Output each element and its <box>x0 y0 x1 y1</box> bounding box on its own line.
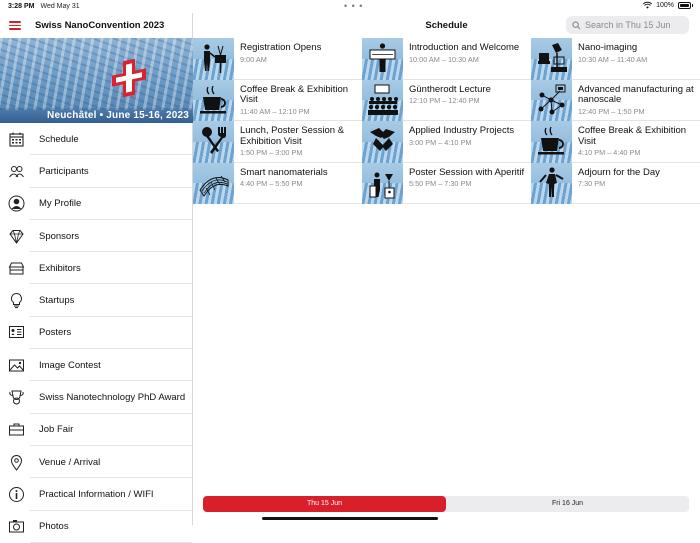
battery-percent: 100% <box>656 2 674 9</box>
session-title: Coffee Break & Exhibition Visit <box>578 125 687 147</box>
sidebar-item-label: Image Contest <box>39 359 101 371</box>
schedule-item[interactable] <box>362 38 531 80</box>
search-box[interactable] <box>566 16 689 34</box>
coffee-icon <box>531 121 572 163</box>
schedule-item[interactable] <box>193 38 362 80</box>
session-title: Poster Session with Aperitif <box>409 166 525 178</box>
booth-icon <box>8 260 25 277</box>
sidebar-item-label: Sponsors <box>39 230 80 242</box>
award-icon <box>8 389 25 406</box>
schedule-grid <box>193 38 700 204</box>
mesh-icon <box>193 163 234 205</box>
schedule-row <box>193 80 700 122</box>
session-time: 3:00 PM – 4:10 PM <box>409 137 472 147</box>
sidebar-item-label: My Profile <box>39 198 82 210</box>
calendar-icon <box>8 131 25 148</box>
schedule-item-info <box>403 163 531 205</box>
session-title: Adjourn for the Day <box>578 166 660 178</box>
sidebar-item-label: Schedule <box>39 133 79 145</box>
sidebar-item-venue-arrival[interactable] <box>0 446 192 478</box>
sidebar-item-label: Swiss Nanotechnology PhD Award <box>39 392 186 404</box>
schedule-item[interactable] <box>531 80 700 122</box>
event-banner <box>0 38 193 123</box>
schedule-item[interactable] <box>362 163 531 205</box>
person-icon <box>8 195 25 212</box>
sidebar-item-label: Photos <box>39 521 69 533</box>
session-title: Introduction and Welcome <box>409 42 520 53</box>
diamond-icon <box>8 228 25 245</box>
session-time: 4:10 PM – 4:40 PM <box>578 148 641 157</box>
banner-caption: Neuchâtel • June 15-16, 2023 <box>0 108 193 123</box>
search-icon <box>572 21 581 30</box>
session-time: 12:40 PM – 1:50 PM <box>578 106 645 116</box>
schedule-item-info <box>572 80 700 122</box>
schedule-item-info <box>234 38 362 80</box>
session-time: 9:00 AM <box>240 54 267 64</box>
session-title: Güntherodt Lecture <box>409 83 491 95</box>
photo-icon <box>8 518 25 535</box>
schedule-row <box>193 163 700 205</box>
schedule-item-info <box>403 121 531 163</box>
location-pin-icon <box>8 454 25 471</box>
sidebar-item-label: Practical Information / WIFI <box>39 488 154 500</box>
status-date: Wed May 31 <box>40 3 80 10</box>
session-title: Nano-imaging <box>578 42 638 53</box>
schedule-row <box>193 121 700 163</box>
top-bar <box>193 13 700 38</box>
wifi-icon <box>643 2 652 9</box>
sidebar-item-photos[interactable] <box>0 511 192 543</box>
sidebar-item-label: Posters <box>39 327 72 339</box>
schedule-item[interactable] <box>193 163 362 205</box>
schedule-item[interactable] <box>531 163 700 205</box>
sidebar-item-sponsors[interactable] <box>0 220 192 252</box>
schedule-item-info <box>234 163 362 205</box>
session-time: 4:40 PM – 5:50 PM <box>240 179 303 188</box>
session-title: Registration Opens <box>240 42 322 53</box>
session-title: Advanced manufacturing at nanoscale <box>578 83 694 105</box>
schedule-item-info <box>403 80 531 122</box>
schedule-item-info <box>234 121 362 163</box>
page-title: Schedule <box>425 20 468 31</box>
day-tab-thu-15-jun[interactable]: Thu 15 Jun <box>203 496 446 512</box>
schedule-row <box>193 38 700 80</box>
status-right <box>643 2 691 9</box>
briefcase-icon <box>8 421 25 438</box>
hamburger-menu-icon[interactable] <box>9 21 21 30</box>
sidebar-item-practical-information-wifi[interactable] <box>0 478 192 510</box>
info-icon <box>8 486 25 503</box>
search-input[interactable] <box>585 20 685 30</box>
sidebar-item-posters[interactable] <box>0 317 192 349</box>
multitasking-dots[interactable]: • • • <box>344 1 364 11</box>
sidebar-item-label: Venue / Arrival <box>39 456 101 468</box>
session-title: Lunch, Poster Session & Exhibition Visit <box>240 125 345 147</box>
walk-away-icon <box>531 163 572 205</box>
session-time: 12:10 PM – 12:40 PM <box>409 96 480 105</box>
cutlery-icon <box>193 121 234 163</box>
sidebar-header <box>0 13 192 38</box>
sidebar-item-exhibitors[interactable] <box>0 252 192 284</box>
sidebar-item-schedule[interactable] <box>0 123 192 155</box>
status-bar <box>0 0 700 13</box>
session-title: Applied Industry Projects <box>409 125 515 136</box>
microscope-icon <box>531 38 572 80</box>
schedule-item[interactable] <box>531 38 700 80</box>
session-time: 10:00 AM – 10:30 AM <box>409 54 479 64</box>
sidebar-menu <box>0 123 192 543</box>
schedule-item[interactable] <box>362 121 531 163</box>
image-icon <box>8 357 25 374</box>
app-title: Swiss NanoConvention 2023 <box>35 20 165 31</box>
poster-icon <box>8 324 25 341</box>
schedule-item-info <box>572 163 700 205</box>
status-time: 3:28 PM <box>8 3 35 10</box>
schedule-item-info <box>572 121 700 163</box>
sidebar-item-my-profile[interactable] <box>0 188 192 220</box>
aperitif-icon <box>362 163 403 205</box>
schedule-item[interactable] <box>193 121 362 163</box>
handshake-icon <box>362 121 403 163</box>
session-time: 10:30 AM – 11:40 AM <box>578 54 648 64</box>
network-icon <box>531 80 572 122</box>
schedule-item[interactable] <box>193 80 362 122</box>
schedule-item-info <box>403 38 531 80</box>
day-tab-fri-16-jun[interactable]: Fri 16 Jun <box>551 500 584 507</box>
lecture-icon <box>362 80 403 122</box>
session-time: 7:30 PM <box>578 179 606 188</box>
sidebar-item-label: Startups <box>39 295 75 307</box>
schedule-item[interactable] <box>362 80 531 122</box>
welcome-icon <box>362 38 403 80</box>
sidebar-item-participants[interactable] <box>0 155 192 187</box>
session-time: 11:40 AM – 12:10 PM <box>240 106 310 116</box>
people-icon <box>8 163 25 180</box>
registration-icon <box>193 38 234 80</box>
sidebar-item-label: Job Fair <box>39 424 74 436</box>
sidebar-item-swiss-nanotechnology-phd-award[interactable] <box>0 381 192 413</box>
sidebar-item-label: Exhibitors <box>39 262 81 274</box>
session-time: 1:50 PM – 3:00 PM <box>240 148 303 157</box>
sidebar-item-label: Participants <box>39 165 89 177</box>
schedule-item[interactable] <box>531 121 700 163</box>
session-time: 5:50 PM – 7:30 PM <box>409 179 472 188</box>
schedule-item-info <box>572 38 700 80</box>
sidebar <box>0 13 193 533</box>
lightbulb-icon <box>8 292 25 309</box>
sidebar-item-image-contest[interactable] <box>0 349 192 381</box>
session-title: Coffee Break & Exhibition Visit <box>240 83 349 105</box>
swiss-cross-logo <box>112 58 146 98</box>
coffee-icon <box>193 80 234 122</box>
battery-icon <box>678 2 691 9</box>
sidebar-item-startups[interactable] <box>0 284 192 316</box>
sidebar-item-job-fair[interactable] <box>0 414 192 446</box>
session-title: Smart nanomaterials <box>240 166 328 178</box>
schedule-item-info <box>234 80 362 122</box>
home-indicator[interactable] <box>262 517 438 520</box>
day-selector <box>203 496 689 512</box>
